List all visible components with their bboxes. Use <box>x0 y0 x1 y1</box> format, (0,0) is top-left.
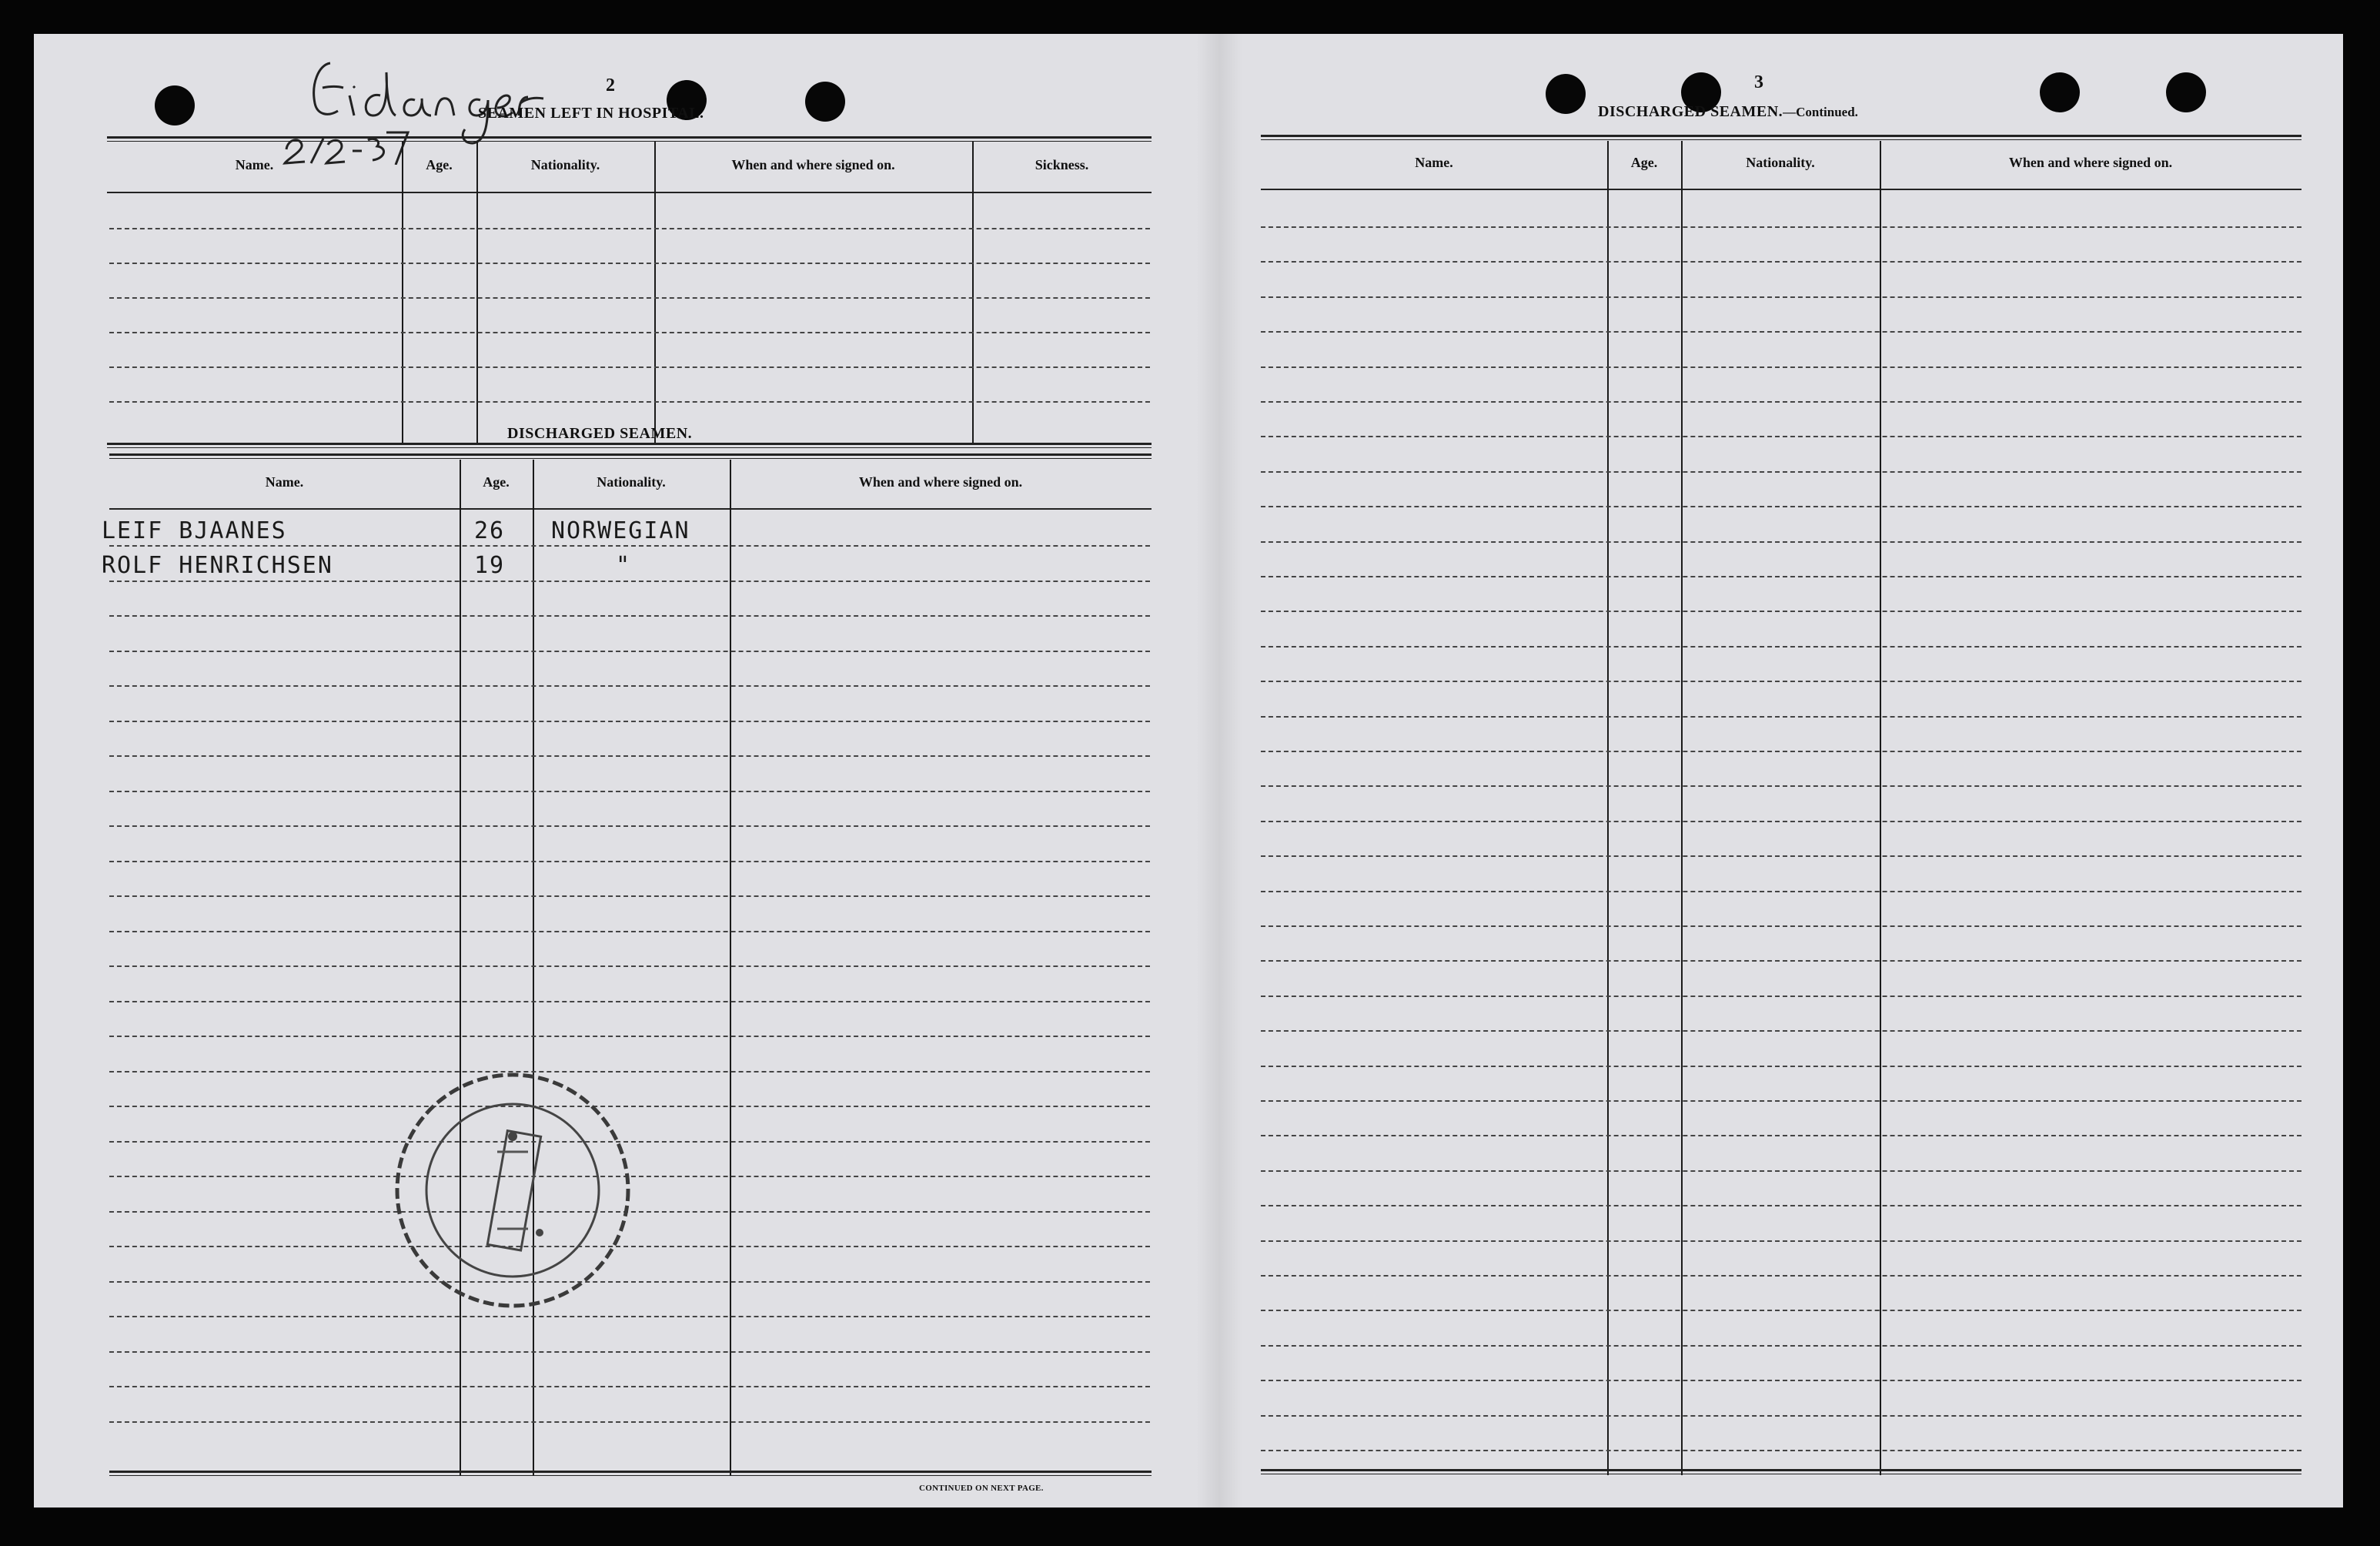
right-page-number: 3 <box>1754 72 1763 92</box>
dotted-row-line <box>1261 1345 2301 1347</box>
handwritten-annotation <box>257 42 611 165</box>
dotted-row-line <box>109 651 1150 652</box>
dotted-row-line <box>109 263 1150 264</box>
dotted-row-line <box>109 931 1150 932</box>
discharged-row-1-name: LEIF BJAANES <box>102 517 287 544</box>
right-header-rule <box>1261 189 2301 190</box>
hospital-table-bottom-rule <box>107 443 1152 445</box>
right-title-main: DISCHARGED SEAMEN. <box>1598 103 1783 120</box>
hospital-col-divider <box>476 142 478 444</box>
discharged-table-bottom-rule <box>109 1471 1152 1473</box>
discharged-header-rule <box>109 508 1152 510</box>
dotted-row-line <box>1261 296 2301 298</box>
dotted-row-line <box>109 895 1150 897</box>
right-header-nationality: Nationality. <box>1746 155 1815 170</box>
hospital-header-signed-on: When and where signed on. <box>731 157 895 172</box>
dotted-row-line <box>1261 1030 2301 1032</box>
hospital-col-divider <box>972 142 974 444</box>
dotted-row-line <box>1261 681 2301 682</box>
dotted-row-line <box>1261 401 2301 403</box>
hospital-header-sickness: Sickness. <box>1035 157 1089 172</box>
punch-hole <box>155 85 195 125</box>
dotted-row-line <box>1261 576 2301 577</box>
hospital-col-divider <box>654 142 656 444</box>
document-sheet <box>34 34 2343 1508</box>
hospital-header-nationality: Nationality. <box>530 157 600 172</box>
discharged-header-age: Age. <box>483 474 510 490</box>
dotted-row-line <box>109 825 1150 827</box>
right-title-continued: —Continued. <box>1783 105 1858 119</box>
discharged-header-signed-on: When and where signed on. <box>858 474 1023 490</box>
dotted-row-line <box>1261 1170 2301 1172</box>
dotted-row-line <box>1261 855 2301 857</box>
dotted-row-line <box>109 861 1150 862</box>
right-section-title <box>1598 103 1858 121</box>
dotted-row-line <box>1261 751 2301 752</box>
discharged-col-divider <box>730 460 731 1476</box>
dotted-row-line <box>109 721 1150 722</box>
punch-hole <box>805 82 845 122</box>
discharged-header-name: Name. <box>265 474 304 490</box>
right-header-name: Name. <box>1415 155 1453 170</box>
dotted-row-line <box>1261 436 2301 437</box>
left-page-number: 2 <box>606 75 615 95</box>
dotted-row-line <box>109 1001 1150 1002</box>
dotted-row-line <box>1261 996 2301 997</box>
dotted-row-line <box>1261 1275 2301 1277</box>
dotted-row-line <box>109 332 1150 333</box>
dotted-row-line <box>1261 1100 2301 1102</box>
dotted-row-line <box>1261 541 2301 543</box>
dotted-row-line <box>1261 891 2301 892</box>
dotted-row-line <box>1261 471 2301 473</box>
dotted-row-line <box>1261 925 2301 927</box>
dotted-row-line <box>109 366 1150 368</box>
continued-note: CONTINUED ON NEXT PAGE. <box>919 1484 1044 1493</box>
dotted-row-line <box>1261 506 2301 507</box>
hospital-section-title: SEAMEN LEFT IN HOSPITAL. <box>478 105 704 122</box>
hospital-table-top-rule <box>107 136 1152 139</box>
discharged-col-divider <box>533 460 534 1476</box>
dotted-row-line <box>109 581 1150 582</box>
dotted-row-line <box>1261 821 2301 822</box>
dotted-row-line <box>109 791 1150 792</box>
dotted-row-line <box>1261 366 2301 368</box>
discharged-row-2-age: 19 <box>474 552 506 579</box>
dotted-row-line <box>109 228 1150 229</box>
hospital-header-name: Name. <box>235 157 274 172</box>
dotted-row-line <box>109 1351 1150 1353</box>
punch-hole <box>2166 72 2206 112</box>
dotted-row-line <box>1261 785 2301 787</box>
dotted-row-line <box>109 297 1150 299</box>
circular-stamp <box>382 1059 643 1321</box>
right-table-bottom-rule <box>1261 1469 2301 1471</box>
punch-hole <box>1546 74 1586 114</box>
dotted-row-line <box>1261 960 2301 962</box>
right-header-signed-on: When and where signed on. <box>2008 155 2173 170</box>
hospital-col-divider <box>402 142 403 444</box>
dotted-row-line <box>109 401 1150 403</box>
dotted-row-line <box>1261 611 2301 612</box>
discharged-header-nationality: Nationality. <box>597 474 666 490</box>
dotted-row-line <box>1261 261 2301 263</box>
discharged-row-2-nationality: " <box>616 552 632 579</box>
dotted-row-line <box>1261 1205 2301 1206</box>
discharged-section-title: DISCHARGED SEAMEN. <box>507 425 693 442</box>
punch-hole <box>2040 72 2080 112</box>
dotted-row-line <box>109 1036 1150 1037</box>
dotted-row-line <box>1261 716 2301 718</box>
right-table-top-rule <box>1261 135 2301 137</box>
hospital-header-rule <box>107 192 1152 193</box>
right-header-age: Age. <box>1630 155 1658 170</box>
dotted-row-line <box>1261 1450 2301 1451</box>
dotted-row-line <box>1261 226 2301 228</box>
dotted-row-line <box>1261 1135 2301 1136</box>
dotted-row-line <box>109 755 1150 757</box>
dotted-row-line <box>109 965 1150 967</box>
dotted-row-line <box>1261 1380 2301 1381</box>
page-gutter <box>1196 34 1242 1508</box>
discharged-table-top-rule <box>109 453 1152 456</box>
dotted-row-line <box>109 685 1150 687</box>
discharged-row-1-age: 26 <box>474 517 506 544</box>
dotted-row-line <box>1261 1240 2301 1242</box>
dotted-row-line <box>109 1386 1150 1387</box>
dotted-row-line <box>1261 1066 2301 1067</box>
dotted-row-line <box>1261 646 2301 648</box>
hospital-header-age: Age. <box>426 157 453 172</box>
discharged-row-2-name: ROLF HENRICHSEN <box>102 552 333 579</box>
dotted-row-line <box>109 615 1150 617</box>
discharged-col-divider <box>460 460 461 1476</box>
discharged-row-1-nationality: NORWEGIAN <box>551 517 690 544</box>
dotted-row-line <box>109 1421 1150 1423</box>
dotted-row-line <box>1261 331 2301 333</box>
dotted-row-line <box>1261 1415 2301 1417</box>
dotted-row-line <box>109 545 1150 547</box>
dotted-row-line <box>1261 1310 2301 1311</box>
